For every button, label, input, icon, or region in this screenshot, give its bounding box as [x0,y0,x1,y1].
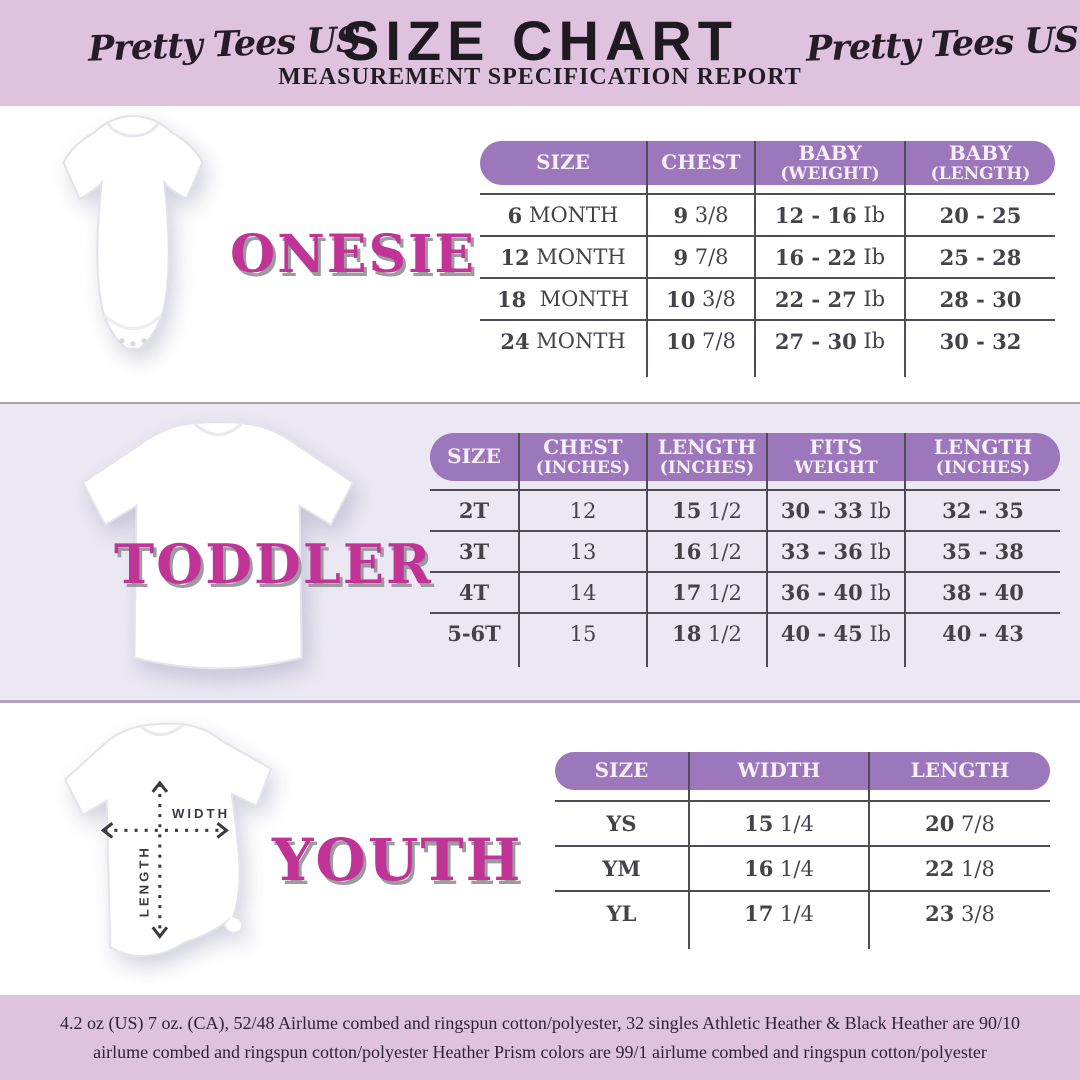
column-tail [555,935,690,949]
cell-value-rest: 14 [569,580,597,605]
column-header [520,433,648,481]
table-cell [756,277,906,319]
table-cell [690,890,870,935]
column-tail [430,653,520,667]
table-cell [906,193,1055,235]
column-tail [870,935,1050,949]
cell-value-strong: 36 - 40 [780,580,863,605]
column-tail [756,361,906,377]
cell-value-rest: MONTH [522,203,619,227]
column-header-label: CHEST [661,150,741,175]
column-header-label: LENGTH [910,758,1010,783]
cell-value-strong: 16 [744,856,774,881]
cell-value-strong: 12 [500,244,530,270]
table-cell [870,845,1050,890]
table-cell [555,890,690,935]
table-cell [648,612,768,653]
cell-value-rest: 1/2 [701,621,742,646]
baby-onesie-icon [26,110,240,378]
table-cell [756,235,906,277]
cell-value-rest: Ib [856,287,886,311]
cell-value-strong: 23 [925,901,955,926]
brand-logo-left: Pretty Tees US [87,19,361,70]
table-cell [870,800,1050,845]
column-header [648,433,768,481]
header-gap [756,185,906,193]
cell-value-rest: 7/8 [688,245,729,269]
table-cell [480,319,648,361]
cell-value-rest: 7/8 [695,329,736,353]
header-gap [768,481,906,489]
header-gap [648,481,768,489]
cell-value-rest: Ib [862,621,892,646]
column-tail [648,653,768,667]
onesie-label: ONESIE [230,224,476,285]
fabric-spec-text: 4.2 oz (US) 7 oz. (CA), 52/48 Airlume combed and ringspun cotton/polyester, 32 singles Athletic Heather & Black Heather are 90/10 airlume combed and ringspun cotton/polyester Heather Prism colors are 99/1 airlume combed and ringspun cotton/polyester [59,1012,1021,1062]
header-gap [480,185,648,193]
cell-value-rest: 3/8 [688,203,729,227]
cell-value-strong: 4T [458,580,490,605]
table-cell [690,845,870,890]
column-tail [520,653,648,667]
table-cell [768,489,906,530]
cell-value-rest: Ib [856,245,886,269]
cell-value-rest: MONTH [526,287,629,311]
cell-value-strong: 27 - 30 [774,328,857,354]
cell-value-rest: 3/8 [954,901,995,926]
table-cell [906,319,1055,361]
cell-value-rest: Ib [862,539,892,564]
cell-value-strong: 18 [672,621,702,646]
column-tail [648,361,756,377]
cell-value-rest: Ib [862,498,892,523]
column-header [690,752,870,790]
cell-value-rest: 3/8 [695,287,736,311]
cell-value-strong: 22 [925,856,955,881]
cell-value-strong: 2T [458,498,490,523]
column-tail [906,361,1055,377]
cell-value-strong: 35 - 38 [942,539,1024,564]
cell-value-strong: 15 [744,811,774,836]
onesie-size-table [480,141,1055,377]
youth-size-table [555,752,1050,949]
column-header [906,141,1055,185]
table-cell [906,571,1060,612]
footer-band [0,995,1080,1080]
length-measure-label: LENGTH [136,845,152,918]
cell-value-strong: 17 [672,580,702,605]
table-cell [555,845,690,890]
table-cell [768,612,906,653]
table-cell [520,612,648,653]
cell-value-rest: MONTH [529,329,626,353]
cell-value-strong: 3T [458,539,490,564]
cell-value-strong: 5-6T [447,621,501,646]
cell-value-strong: YL [606,901,637,926]
column-header-label: CHEST [543,435,623,460]
cell-value-rest: 15 [569,621,597,646]
table-cell [906,277,1055,319]
cell-value-rest: 13 [569,539,597,564]
cell-value-rest: 12 [569,498,597,523]
column-header-label: FITS [809,435,863,460]
cell-value-strong: 30 - 33 [780,498,863,523]
table-cell [520,571,648,612]
table-cell [906,612,1060,653]
cell-value-rest: 1/4 [773,901,814,926]
table-cell [430,530,520,571]
width-measure-label: WIDTH [171,806,231,822]
table-cell [520,489,648,530]
table-cell [648,277,756,319]
header-gap [520,481,648,489]
table-cell [555,800,690,845]
column-header-subline: (INCHES) [535,457,631,478]
column-header-subline: (INCHES) [935,457,1031,478]
cell-value-strong: 32 - 35 [942,498,1024,523]
table-cell [520,530,648,571]
column-header [870,752,1050,790]
table-cell [480,235,648,277]
onesie-image [26,110,240,378]
column-tail [906,653,1060,667]
column-header-label: SIZE [536,150,590,175]
table-cell [480,193,648,235]
column-header-subline: (WEIGHT) [780,163,880,184]
section-divider [0,402,1080,404]
column-header [768,433,906,481]
table-cell [906,530,1060,571]
cell-value-strong: 15 [672,498,702,523]
table-cell [648,571,768,612]
cell-value-rest: 1/4 [773,811,814,836]
column-header [430,433,520,481]
table-cell [756,193,906,235]
column-header-subline: (LENGTH) [930,163,1031,184]
cell-value-strong: 40 - 45 [780,621,863,646]
cell-value-rest: 7/8 [954,811,995,836]
table-cell [870,890,1050,935]
cell-value-rest: Ib [856,329,886,353]
cell-value-strong: 9 [673,202,689,228]
column-header-label: SIZE [594,758,649,783]
cell-value-strong: 10 [666,328,696,354]
cell-value-strong: 6 [507,202,523,228]
column-header [906,433,1060,481]
table-cell [648,235,756,277]
table-cell [768,530,906,571]
column-header [756,141,906,185]
column-header [648,141,756,185]
table-cell [430,571,520,612]
cell-value-strong: 12 - 16 [774,202,857,228]
cell-value-strong: 40 - 43 [942,621,1024,646]
youth-label: YOUTH [272,826,523,894]
page-title: SIZE CHART [342,9,738,72]
cell-value-strong: YM [602,856,641,881]
table-cell [690,800,870,845]
cell-value-rest: 1/8 [954,856,995,881]
cell-value-strong: 28 - 30 [939,286,1022,312]
cell-value-strong: 18 [497,286,527,312]
cell-value-strong: 10 [666,286,696,312]
brand-logo-right: Pretty Tees US [805,19,1079,70]
cell-value-strong: 24 [500,328,530,354]
cell-value-strong: 33 - 36 [780,539,863,564]
cell-value-strong: 17 [744,901,774,926]
toddler-size-table [430,433,1060,667]
table-cell [648,530,768,571]
column-tail [480,361,648,377]
cell-value-rest: 1/2 [701,539,742,564]
cell-value-rest: 1/2 [701,580,742,605]
table-cell [648,489,768,530]
cell-value-strong: 20 - 25 [939,202,1022,228]
cell-value-strong: 16 - 22 [774,244,857,270]
column-header-subline: (INCHES) [659,457,755,478]
table-cell [756,319,906,361]
header-gap [430,481,520,489]
table-cell [906,235,1055,277]
cell-value-strong: 30 - 32 [939,328,1022,354]
column-header-label: WIDTH [737,758,821,783]
column-tail [768,653,906,667]
cell-value-rest: Ib [862,580,892,605]
cell-value-strong: 38 - 40 [942,580,1024,605]
column-header [480,141,648,185]
table-cell [480,277,648,319]
toddler-label: TODDLER [114,532,433,596]
column-header-label: SIZE [447,444,501,469]
column-header-subline: WEIGHT [794,457,878,478]
header-gap [870,790,1050,800]
cell-value-strong: 25 - 28 [939,244,1022,270]
cell-value-strong: 16 [672,539,702,564]
column-header-label: BABY [798,141,862,166]
table-cell [430,612,520,653]
table-cell [768,571,906,612]
header-gap [906,185,1055,193]
column-header-label: LENGTH [657,435,757,460]
header-gap [690,790,870,800]
cell-value-rest: 1/4 [773,856,814,881]
table-cell [648,193,756,235]
table-cell [430,489,520,530]
cell-value-strong: 20 [925,811,955,836]
cell-value-rest: MONTH [529,245,626,269]
header-gap [648,185,756,193]
table-cell [648,319,756,361]
column-header [555,752,690,790]
page-subtitle: MEASUREMENT SPECIFICATION REPORT [278,64,802,90]
cell-value-strong: 22 - 27 [774,286,857,312]
header-gap [906,481,1060,489]
header-band [0,0,1080,106]
cell-value-rest: 1/2 [701,498,742,523]
cell-value-strong: 9 [673,244,689,270]
cell-value-strong: YS [606,811,637,836]
column-tail [690,935,870,949]
header-gap [555,790,690,800]
table-cell [906,489,1060,530]
cell-value-rest: Ib [856,203,886,227]
column-header-label: LENGTH [933,435,1033,460]
column-header-label: BABY [948,141,1013,166]
